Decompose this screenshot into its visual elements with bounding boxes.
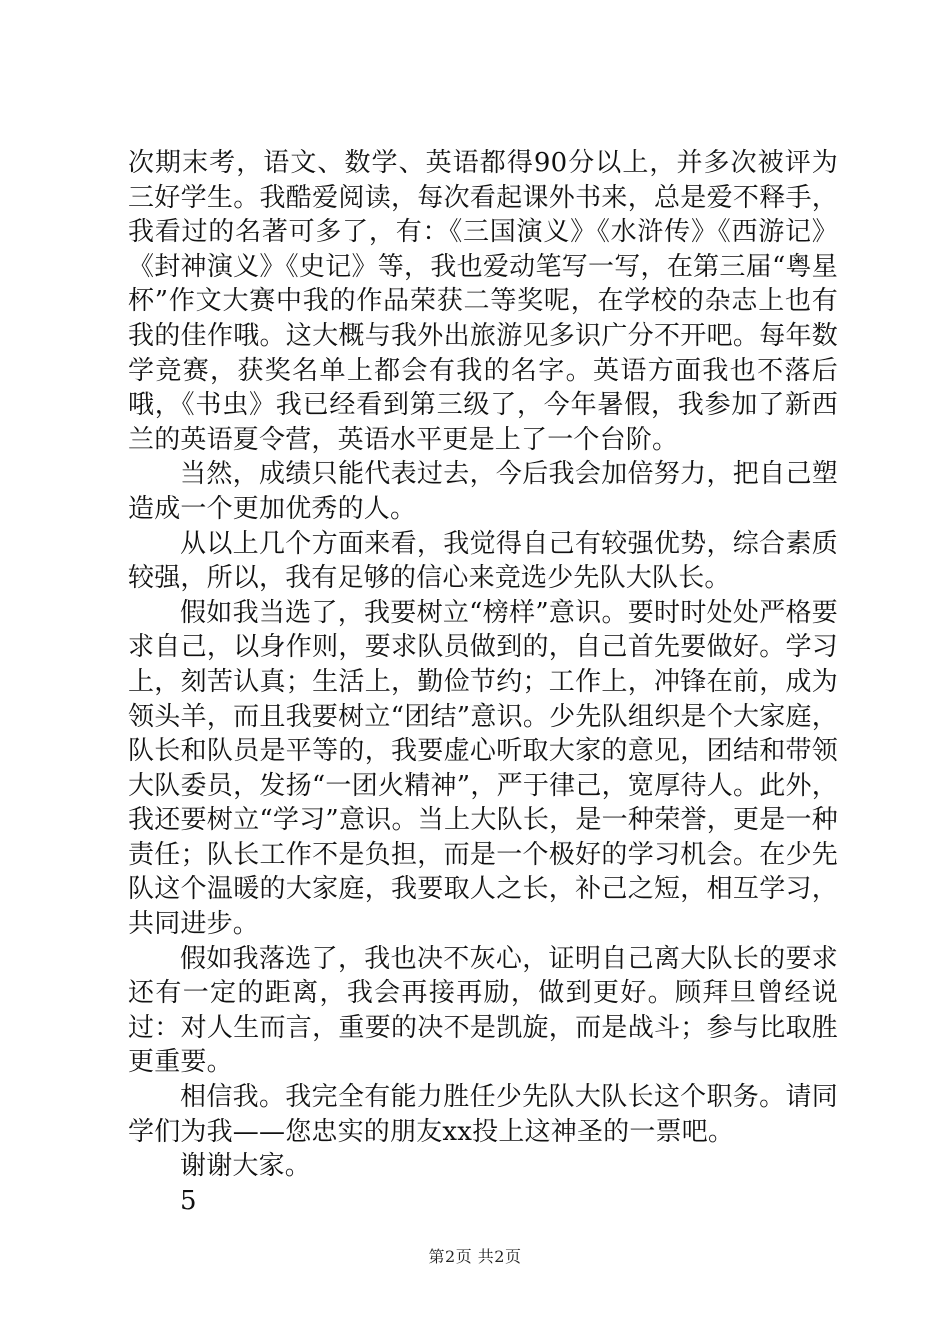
paragraph-confidence: 从以上几个方面来看，我觉得自己有较强优势，综合素质较强，所以，我有足够的信心来竞选少先队大队长。 [128,528,838,594]
paragraph-vote-request: 相信我。我完全有能力胜任少先队大队长这个职务。请同学们为我——您忠实的朋友xx投上这神圣的一票吧。 [128,1082,838,1147]
paragraph-if-not-elected: 假如我落选了，我也决不灰心，证明自己离大队长的要求还有一定的距离，我会再接再励，做到更好。顾拜旦曾经说过：对人生而言，重要的决不是凯旋，而是战斗；参与比取胜更重要。 [128,943,838,1078]
document-body [128,146,838,1218]
paragraph-achievements: 次期末考，语文、数学、英语都得90分以上，并多次被评为三好学生。我酷爱阅读，每次看起课外书来，总是爱不释手，我看过的名著可多了，有：《三国演义》《水浒传》《西游记》《封神演义》《史记》等，我也爱动笔写一写，在第三届“粤星杯”作文大赛中我的作品荣获二等奖呢，在学校的杂志上也有我的佳作哦。这大概与我外出旅游见多识广分不开吧。每年数学竞赛，获奖名单上都会有我的名字。英语方面我也不落后哦，《书虫》我已经看到第三级了，今年暑假，我参加了新西兰的英语夏令营，英语水平更是上了一个台阶。 [128,148,838,455]
page-footer: 第2页 共2页 [428,1247,522,1266]
paragraph-if-elected: 假如我当选了，我要树立“榜样”意识。要时时处处严格要求自己，以身作则，要求队员做到的，自己首先要做好。学习上，刻苦认真；生活上，勤俭节约；工作上，冲锋在前，成为领头羊，而且我要树立“团结”意识。少先队组织是个大家庭，队长和队员是平等的，我要虚心听取大家的意见，团结和带领大队委员，发扬“一团火精神”，严于律己，宽厚待人。此外，我还要树立“学习”意识。当上大队长，是一种荣誉，更是一种责任；队长工作不是负担，而是一个极好的学习机会。在少先队这个温暖的大家庭，我要取人之长，补己之短，相互学习，共同进步。 [128,597,838,940]
trailing-number: 5 [180,1185,197,1216]
paragraph-thanks: 谢谢大家。 [180,1151,312,1182]
paragraph-effort: 当然，成绩只能代表过去，今后我会加倍努力，把自己塑造成一个更加优秀的人。 [128,459,838,524]
